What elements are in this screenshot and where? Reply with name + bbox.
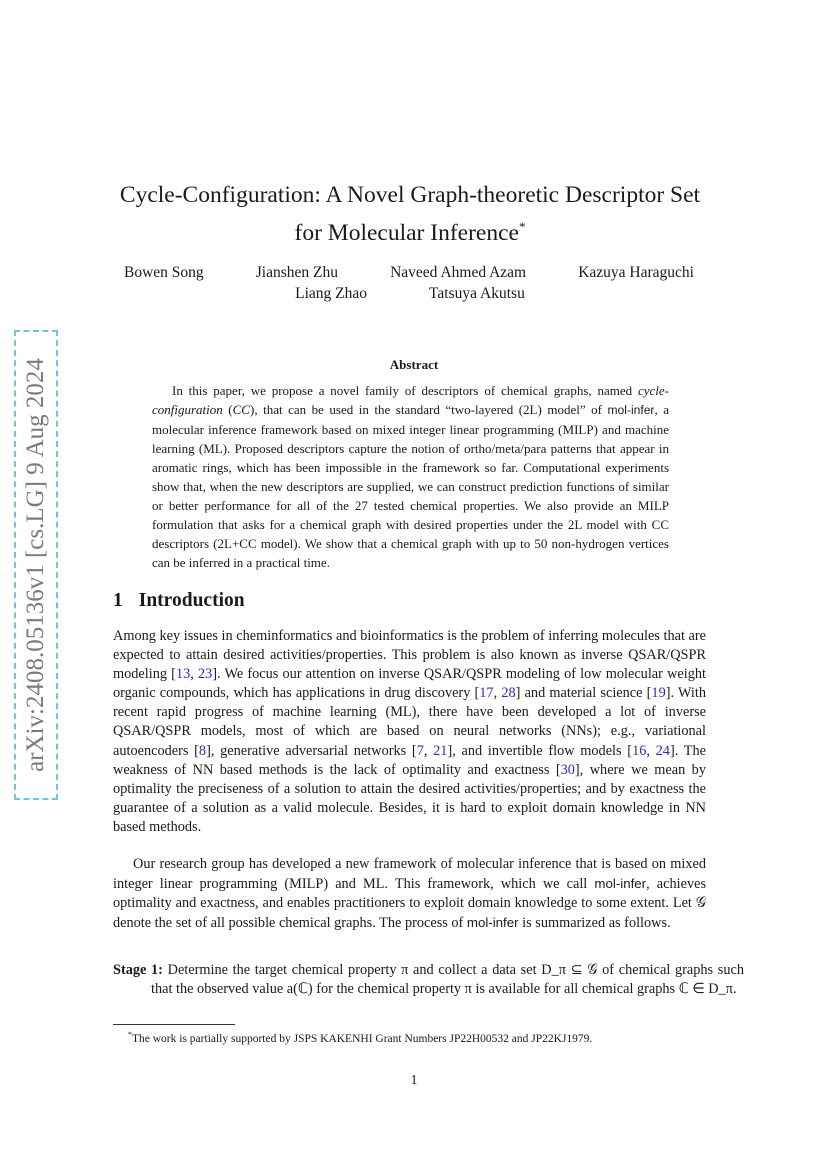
text-segment: , xyxy=(646,742,656,759)
mol-infer-name: mol-infer xyxy=(607,403,655,417)
text-segment: ]. We focus our attention on inverse QSAR/QSPR modeling of low molecular weight organic compounds, which has applications in drug discovery [ xyxy=(113,666,706,702)
author-name: Naveed Ahmed Azam xyxy=(390,264,527,281)
footnote-divider xyxy=(113,1024,235,1025)
text-segment: ], generative adversarial networks [ xyxy=(206,742,417,759)
author-name: Bowen Song xyxy=(124,264,204,281)
citation-link[interactable]: 19 xyxy=(651,685,666,702)
arxiv-stamp xyxy=(14,330,58,800)
footnote-text: The work is partially supported by JSPS KAKENHI Grant Numbers JP22H00532 and JP22KJ1979. xyxy=(132,1032,593,1045)
citation-link[interactable]: 24 xyxy=(655,742,670,759)
mol-infer-name: mol-infer xyxy=(594,876,647,892)
text-segment: Among key issues in cheminformatics and bioinformatics is the problem of inferring molecules that are expected to attain desired activities/properties. This problem is also known as inverse QSAR/QSPR modeling [ xyxy=(113,628,706,683)
text-segment: is summarized as follows. xyxy=(522,915,671,932)
author-row-2 xyxy=(100,283,720,304)
abstract-term-cycle-configuration: cycle-configuration xyxy=(152,383,670,417)
section-heading-introduction xyxy=(113,590,245,612)
abstract-segment: In this paper, we propose a novel family of descriptors of chemical graphs, named xyxy=(172,383,633,398)
citation-link[interactable]: 7 xyxy=(416,742,424,759)
citation-link[interactable]: 13 xyxy=(175,666,191,683)
text-segment: ]. With recent rapid progress of machine learning (ML), there have been developed a lot of inverse QSAR/QSPR models, most of which are based on neural networks (NNs); e.g., variational autoencoders [ xyxy=(113,685,706,759)
arxiv-id: arXiv:2408.05136v1 [cs.LG] 9 Aug 2024 xyxy=(22,358,49,772)
section-number: 1 xyxy=(113,590,123,611)
author-row-1 xyxy=(100,262,720,283)
abstract-segment: , a molecular inference framework based on mixed integer linear programming (MILP) and machine learning (ML). Proposed descriptors capture the notion of ortho/meta/para patterns that appear in aromatic rings, which has been impossible in the framework so far. Computational experiments show that, when the new descriptors are supplied, we can construct prediction functions of similar or better performance for all of the 27 tested chemical properties. We also provide an MILP formulation that asks for a chemical graph with desired properties under the 2L model with CC descriptors (2L+CC model). We show that a chemical graph with up to 50 non-hydrogen vertices can be inferred in a practical time. xyxy=(152,402,669,570)
stage-1-item xyxy=(113,961,744,999)
text-segment: ], where we mean by optimality the preciseness of a solution to attain the desired activities/properties; and by exactness the guarantee of a solution as a valid molecule. Besides, it is hard to exploit domain knowledge in NN based methods. xyxy=(113,761,706,835)
citation-link[interactable]: 16 xyxy=(632,742,647,759)
title-footnote-mark[interactable]: * xyxy=(518,219,526,234)
title-line-2 xyxy=(100,211,720,249)
text-segment: ], and invertible flow models [ xyxy=(447,742,633,759)
stage-1-label: Stage 1: xyxy=(113,962,163,978)
text-segment: , xyxy=(190,666,198,683)
citation-link[interactable]: 30 xyxy=(560,761,575,778)
author-list xyxy=(100,262,720,304)
section-title: Introduction xyxy=(138,590,245,611)
text-segment: ] and material science [ xyxy=(515,685,652,702)
author-name: Liang Zhao xyxy=(295,285,368,302)
text-segment: , achieves optimality and exactness, and enables practitioners to exploit domain knowledge to some extent. Let 𝒢 denote the set of all possible chemical graphs. The process of xyxy=(113,876,707,932)
abstract-segment: ( xyxy=(228,402,233,417)
citation-link[interactable]: 28 xyxy=(501,685,516,702)
text-segment: Our research group has developed a new framework of molecular inference that is based on mixed integer linear programming (MILP) and ML. This framework, which we call xyxy=(113,856,706,893)
text-segment: , xyxy=(423,742,434,759)
citation-link[interactable]: 8 xyxy=(198,742,207,759)
paper-title xyxy=(100,180,720,249)
intro-paragraph-1 xyxy=(113,627,706,837)
title-line-2-text: for Molecular Inference xyxy=(294,219,519,246)
title-line-1: Cycle-Configuration: A Novel Graph-theoretic Descriptor Set xyxy=(119,182,701,208)
author-name: Tatsuya Akutsu xyxy=(429,285,525,302)
abstract-segment: ), that can be used in the standard “two-layered (2L) model” of xyxy=(249,402,602,417)
author-name: Kazuya Haraguchi xyxy=(578,264,694,281)
abstract-term-cc: CC xyxy=(232,402,250,417)
footnote-mark: * xyxy=(128,1030,132,1039)
text-segment: ]. The weakness of NN based methods is the lack of optimality and exactness [ xyxy=(113,742,706,778)
stage-1-text: Determine the target chemical property π and collect a data set D_π ⊆ 𝒢 of chemical graphs such that the observed value a(ℂ) for the chemical property π is available for all chemical graphs ℂ ∈ D_π. xyxy=(151,962,745,998)
citation-link[interactable]: 17 xyxy=(479,685,494,702)
abstract-heading: Abstract xyxy=(389,357,439,372)
citation-link[interactable]: 21 xyxy=(433,742,448,759)
footnote xyxy=(128,1030,592,1045)
abstract-text xyxy=(152,381,669,572)
citation-link[interactable]: 23 xyxy=(197,666,213,683)
mol-infer-name: mol-infer xyxy=(466,915,519,931)
intro-paragraph-2 xyxy=(113,855,706,933)
page-number: 1 xyxy=(410,1073,418,1088)
text-segment: , xyxy=(493,685,502,702)
author-name: Jianshen Zhu xyxy=(255,264,338,281)
